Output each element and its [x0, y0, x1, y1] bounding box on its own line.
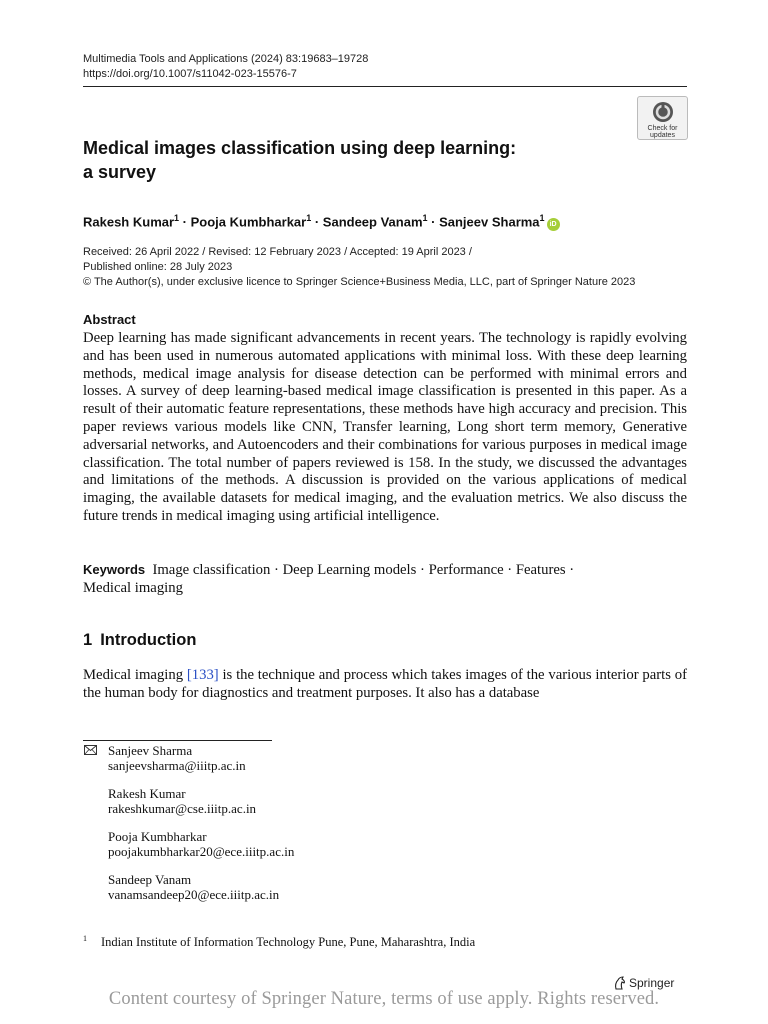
- envelope-icon: [84, 745, 97, 755]
- orcid-icon[interactable]: iD: [547, 218, 560, 231]
- author-list: [83, 209, 560, 231]
- journal-citation: Multimedia Tools and Applications (2024) 83:19683–19728: [83, 53, 369, 65]
- courtesy-watermark: Content courtesy of Springer Nature, terms of use apply. Rights reserved.: [108, 989, 660, 1009]
- author-separator: ·: [427, 214, 440, 230]
- intro-text-start: Medical imaging: [83, 667, 187, 683]
- author-name: Sandeep Vanam: [322, 214, 423, 230]
- affiliation: [83, 931, 475, 950]
- paper-title: [83, 136, 623, 184]
- contact-name: Rakesh Kumar: [108, 786, 186, 801]
- contact-email[interactable]: vanamsandeep20@ece.iiitp.ac.in: [108, 887, 280, 902]
- title-line2: a survey: [83, 162, 157, 182]
- author-affil-sup: 1: [422, 213, 428, 223]
- contact-entry: [108, 872, 294, 902]
- footnote-rule: [83, 740, 272, 741]
- author-name: Rakesh Kumar: [83, 214, 175, 230]
- contact-entry: [108, 786, 294, 816]
- doi-link[interactable]: https://doi.org/10.1007/s11042-023-15576-7: [83, 68, 297, 80]
- author-affil-sup: 1: [174, 213, 180, 223]
- contact-email[interactable]: rakeshkumar@cse.iiitp.ac.in: [108, 801, 257, 816]
- publication-dates: [83, 245, 693, 290]
- section-title: Introduction: [100, 631, 197, 649]
- intro-text-rest: is the technique and process which takes images of the various interior parts of the human body for diagnostics and treatment purposes. It also has a database: [83, 667, 687, 701]
- keywords-line1: Image classification · Deep Learning models · Performance · Features ·: [152, 562, 575, 578]
- copyright-line: © The Author(s), under exclusive licence to Springer Science+Business Media, LLC, part of Springer Nature 2023: [83, 276, 636, 288]
- affiliation-sup: 1: [83, 934, 87, 943]
- section-heading: [83, 630, 196, 650]
- check-for-updates-badge[interactable]: [637, 96, 688, 140]
- author-name: Pooja Kumbharkar: [190, 214, 307, 230]
- header-rule: [83, 86, 687, 87]
- badge-line2: updates: [650, 132, 675, 139]
- author-separator: ·: [179, 214, 191, 230]
- keywords: [83, 561, 687, 598]
- check-for-updates-icon: [652, 101, 674, 123]
- badge-line1: Check for: [647, 125, 678, 132]
- title-line1: Medical images classification using deep learning:: [83, 138, 517, 158]
- author-affil-sup: 1: [539, 213, 545, 223]
- contact-entry: [108, 743, 294, 773]
- citation-link[interactable]: [133]: [186, 667, 219, 683]
- contact-email[interactable]: sanjeevsharma@iiitp.ac.in: [108, 758, 246, 773]
- contact-email[interactable]: poojakumbharkar20@ece.iiitp.ac.in: [108, 844, 295, 859]
- section-number: 1: [83, 631, 93, 649]
- contact-name: Pooja Kumbharkar: [108, 829, 207, 844]
- contact-name: Sanjeev Sharma: [108, 743, 193, 758]
- keywords-label: Keywords: [83, 562, 146, 577]
- publisher-name: Springer: [629, 976, 675, 990]
- author-separator: ·: [311, 214, 323, 230]
- author-affil-sup: 1: [306, 213, 312, 223]
- corresponding-contacts: [108, 743, 294, 915]
- introduction-text: [83, 667, 687, 703]
- abstract-heading: Abstract: [83, 312, 136, 327]
- dates-line2: Published online: 28 July 2023: [83, 261, 233, 273]
- contact-entry: [108, 829, 294, 859]
- dates-line1: Received: 26 April 2022 / Revised: 12 February 2023 / Accepted: 19 April 2023 /: [83, 246, 472, 258]
- abstract-text: Deep learning has made significant advancements in recent years. The technology is rapidly evolving and has been used in numerous automated applications with minimal loss. With these deep learning methods, medical image analysis for disease detection can be performed with minimal errors and losses. A survey of deep learning-based medical image classification is presented in this paper. As a result of their automatic feature representations, these methods have high accuracy and precision. This paper reviews various models like CNN, Transfer learning, Long short term memory, Generative adversarial networks, and Autoencoders and their combinations for various purposes in medical image classification. The total number of papers reviewed is 158. In the study, we discussed the advantages and limitations of the methods. A discussion is provided on the various applications of medical imaging, the available datasets for medical imaging, and the evaluation metrics. We also discuss the future trends in medical imaging using artificial intelligence.: [83, 330, 687, 524]
- contact-name: Sandeep Vanam: [108, 872, 192, 887]
- affiliation-text: Indian Institute of Information Technology Pune, Pune, Maharashtra, India: [101, 935, 476, 950]
- journal-header: [83, 52, 368, 82]
- author-name: Sanjeev Sharma: [439, 214, 540, 230]
- keywords-line2: Medical imaging: [83, 579, 183, 596]
